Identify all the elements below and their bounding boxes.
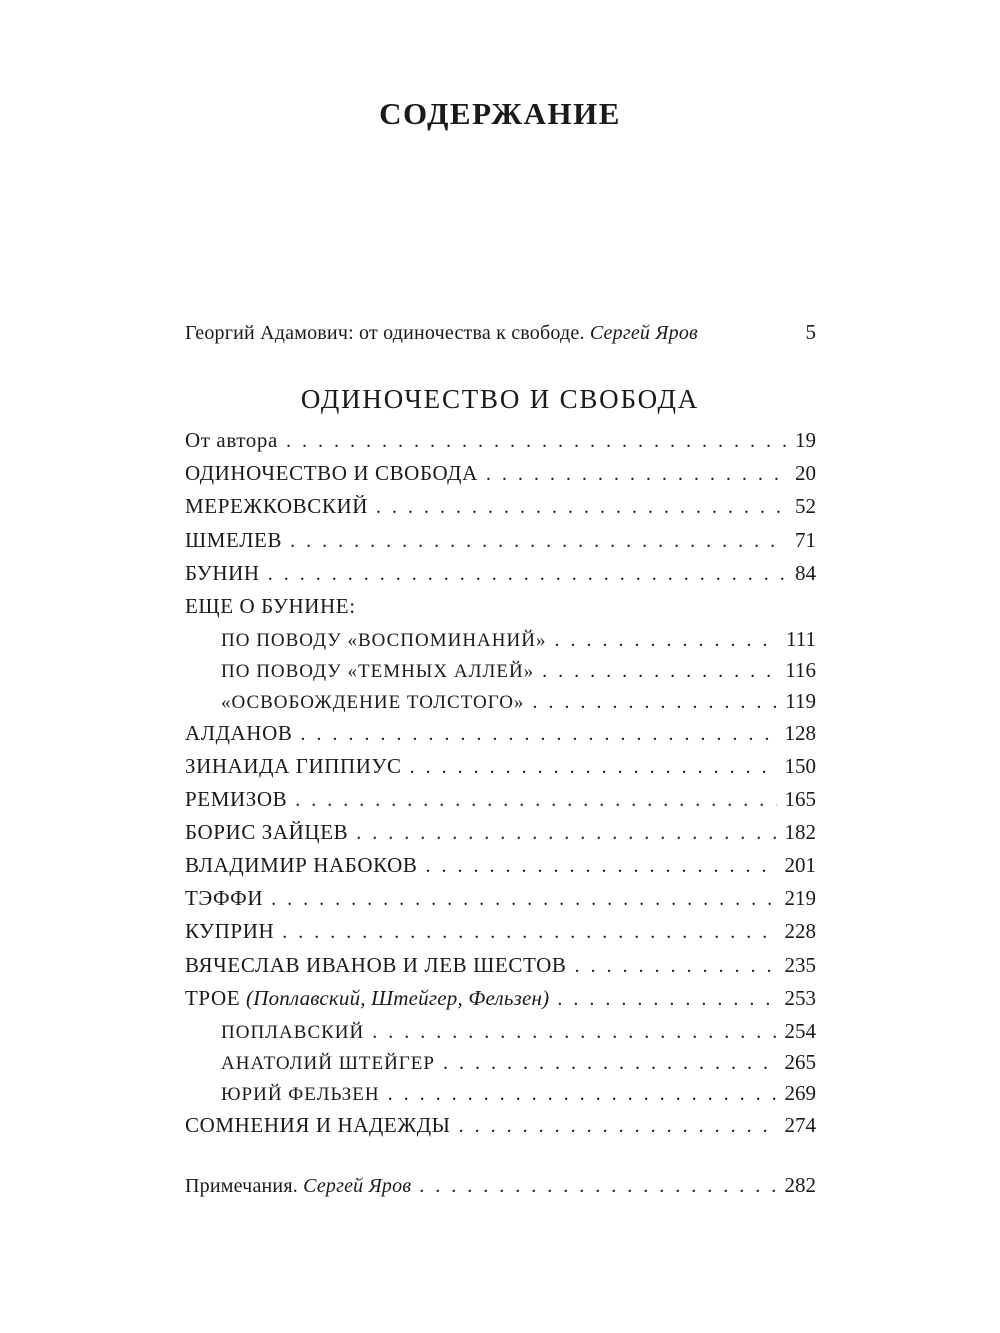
entry-title: ВЛАДИМИР НАБОКОВ (185, 853, 418, 877)
dot-leader (574, 955, 776, 978)
dot-leader (376, 496, 787, 519)
entry-title: ЮРИЙ ФЕЛЬЗЕН (221, 1084, 380, 1105)
dot-leader (286, 430, 787, 453)
dot-leader (268, 563, 787, 586)
toc-entry-intro (185, 320, 816, 350)
entry-title: ШМЕЛЕВ (185, 528, 283, 552)
entry-page: 282 (784, 1173, 816, 1197)
entry-title: БОРИС ЗАЙЦЕВ (185, 820, 349, 844)
entry-page: 19 (795, 428, 816, 452)
entry-title: МЕРЕЖКОВСКИЙ (185, 494, 369, 518)
toc-entry (185, 820, 816, 850)
entry-title: АНАТОЛИЙ ШТЕЙГЕР (221, 1053, 435, 1074)
toc-entry-notes (185, 1173, 816, 1203)
entry-title: От автора (185, 428, 278, 452)
toc-entry (185, 528, 816, 558)
dot-leader (542, 660, 777, 683)
entry-title: ЗИНАИДА ГИППИУС (185, 754, 402, 778)
page-title: СОДЕРЖАНИЕ (379, 96, 621, 131)
toc-entry (185, 721, 816, 751)
dot-leader (486, 463, 787, 486)
entry-page: 20 (795, 461, 816, 485)
toc-entry (185, 853, 816, 883)
dot-leader (372, 1021, 776, 1044)
toc-subentry (221, 1019, 816, 1049)
entry-title: КУПРИН (185, 919, 275, 943)
entry-title: ПОПЛАВСКИЙ (221, 1022, 365, 1043)
entry-page: 254 (784, 1019, 816, 1043)
entry-title: РЕМИЗОВ (185, 787, 288, 811)
entry-page: 182 (784, 820, 816, 844)
dot-leader (295, 789, 776, 812)
toc-entry (185, 1113, 816, 1143)
entry-page: 201 (784, 853, 816, 877)
dot-leader (419, 1175, 776, 1198)
entry-title: ПО ПОВОДУ «ТЕМНЫХ АЛЛЕЙ» (221, 661, 535, 682)
toc-subentry (221, 627, 816, 657)
toc-entry (185, 594, 816, 624)
entry-page: 235 (784, 953, 816, 977)
entry-title: «ОСВОБОЖДЕНИЕ ТОЛСТОГО» (221, 692, 525, 713)
dot-leader (356, 822, 776, 845)
entry-page: 274 (784, 1113, 816, 1137)
entry-page: 253 (784, 986, 816, 1010)
toc-entry (185, 953, 816, 983)
entry-page: 165 (784, 787, 816, 811)
entry-author: Сергей Яров (589, 322, 698, 344)
dot-leader (282, 921, 776, 944)
entry-page: 265 (784, 1050, 816, 1074)
entry-page: 128 (784, 721, 816, 745)
entry-title: ТЭФФИ (185, 886, 264, 910)
toc-entry (185, 494, 816, 524)
section-heading: ОДИНОЧЕСТВО И СВОБОДА (300, 384, 700, 414)
entry-title: АЛДАНОВ (185, 721, 293, 745)
toc-entry (185, 886, 816, 916)
entry-page: 116 (785, 658, 816, 682)
entry-page: 111 (786, 627, 816, 651)
entry-page: 219 (784, 886, 816, 910)
entry-page: 228 (784, 919, 816, 943)
entry-page: 119 (785, 689, 816, 713)
entry-page: 52 (795, 494, 816, 518)
entry-page: 71 (795, 528, 816, 552)
toc-entry (185, 919, 816, 949)
entry-page: 269 (784, 1081, 816, 1105)
dot-leader (557, 988, 776, 1011)
entry-title: СОМНЕНИЯ И НАДЕЖДЫ (185, 1113, 451, 1137)
entry-title: ОДИНОЧЕСТВО И СВОБОДА (185, 461, 478, 485)
entry-page: 84 (795, 561, 816, 585)
entry-author: Сергей Яров (303, 1175, 412, 1197)
dot-leader (554, 629, 778, 652)
dot-leader (426, 855, 777, 878)
dot-leader (290, 530, 787, 553)
entry-title: Георгий Адамович: от одиночества к свободе. (185, 322, 585, 344)
dot-leader (459, 1115, 777, 1138)
entry-title: БУНИН (185, 561, 260, 585)
toc-subentry (221, 1081, 816, 1111)
toc-subentry (221, 658, 816, 688)
entry-title: ВЯЧЕСЛАВ ИВАНОВ И ЛЕВ ШЕСТОВ (185, 953, 567, 977)
dot-leader (388, 1083, 777, 1106)
entry-page: 5 (805, 320, 816, 344)
toc-entry (185, 561, 816, 591)
entry-title: ПО ПОВОДУ «ВОСПОМИНАНИЙ» (221, 630, 547, 651)
toc-entry (185, 754, 816, 784)
entry-subtitle: (Поплавский, Штейгер, Фельзен) (246, 986, 550, 1010)
dot-leader (271, 888, 776, 911)
dot-leader (532, 691, 777, 714)
toc-entry (185, 787, 816, 817)
toc-entry (185, 986, 816, 1016)
dot-leader (410, 756, 777, 779)
toc-entry (185, 461, 816, 491)
toc-subentry (221, 1050, 816, 1080)
entry-title: Примечания. (185, 1175, 298, 1197)
dot-leader (300, 723, 776, 746)
toc-entry (185, 428, 816, 458)
entry-page: 150 (784, 754, 816, 778)
entry-title: ЕЩЕ О БУНИНЕ: (185, 594, 356, 618)
entry-title: ТРОЕ (185, 986, 241, 1010)
toc-subentry (221, 689, 816, 719)
dot-leader (443, 1052, 777, 1075)
